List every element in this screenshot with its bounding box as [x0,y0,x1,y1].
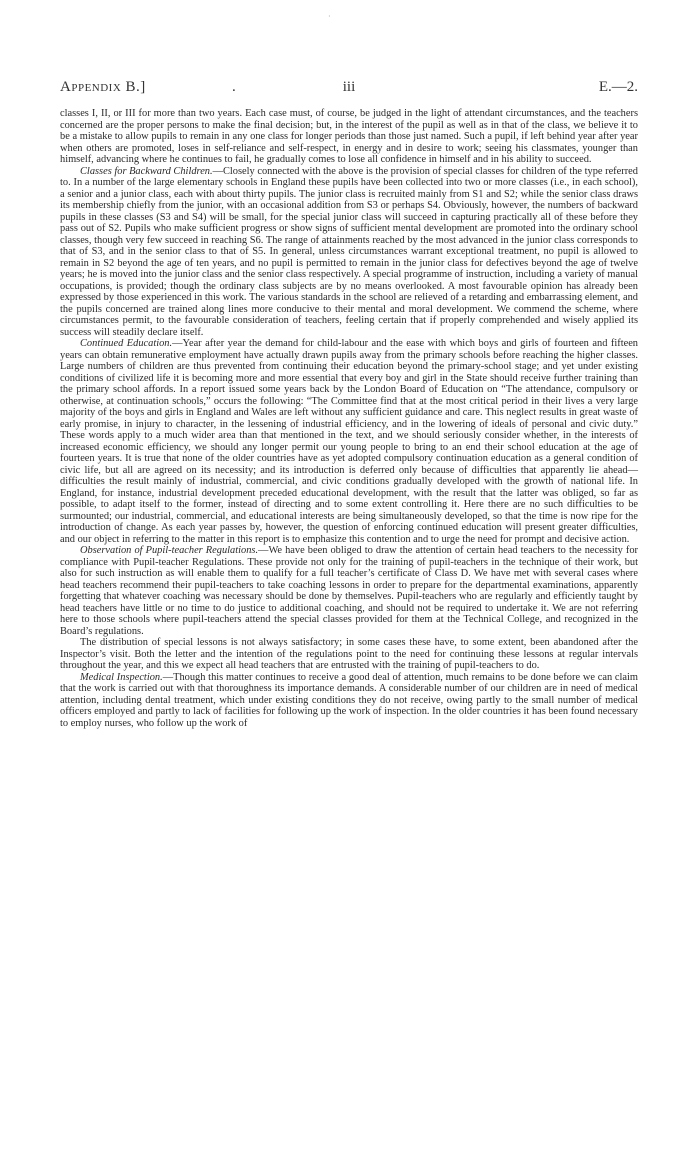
heading-backward-children: Classes for Backward Children. [80,165,213,177]
paragraph-medical-inspection-text: —Though this matter continues to receive a good deal of attention, much remains to be done before we can claim that the work is carried out with that thoroughness its importance demands. A considerable number of our children are in need of medical attention, including dental treatment, which under existing conditions they do not receive, owing partly to the small number of medical officers employed and partly to lack of facilities for following up the work of inspection. In the older countries it has been found necessary to employ nurses, who follow up the work of [60,671,638,729]
paragraph-special-lessons-text: The distribution of special lessons is not always satisfactory; in some cases these have, to some extent, been abandoned after the Inspector’s visit. Both the letter and the intention of the regulations point to the need for continuing these lessons at regular intervals throughout the year, and this we expect all head teachers that are entrusted with the training of pupil-teachers to do. [60,637,638,671]
page-header [60,79,638,97]
paragraph-special-lessons [60,637,638,672]
paragraph-medical-inspection [60,672,638,730]
paragraph-1-text: classes I, II, or III for more than two years. Each case must, of course, be judged in the light of attendant circumstances, and the teachers concerned are the proper persons to make the final decision; but, in the interest of the pupil as well as in that of the class, we believe it to be a mistake to allow pupils to remain in any one class for longer periods than those just named. Such a pupil, if left behind year after year when others are promoted, loses in self-reliance and self-respect, in energy and in desire to work; seeing his classmates, younger than himself, advancing where he continues to fail, he gradually comes to lose all confidence in himself and in his ability to succeed. [60,108,638,165]
paragraph-pupil-teacher [60,545,638,637]
heading-pupil-teacher: Observation of Pupil-teacher Regulations. [80,545,259,556]
heading-continued-education: Continued Education. [80,338,173,349]
appendix-label: Appendix B.] [60,79,146,95]
body-text [60,108,638,729]
paragraph-1 [60,108,638,166]
document-code: E.—2. [598,79,638,95]
heading-medical-inspection: Medical Inspection. [80,671,163,683]
paragraph-backward-children [60,166,638,339]
page-number: iii [342,79,356,95]
paragraph-backward-children-text: —Closely connected with the above is the provision of special classes for children of the type referred to. In a number of the large elementary schools in England these pupils have been collected into two or more classes (i.e., in each school), a senior and a junior class, each with about thirty pupils. The junior class is recruited mainly from S1 and S2; while the senior class draws its membership chiefly from the junior, with an occasional addition from S3 or perhaps S4. Obviously, however, the numbers of backward pupils in these classes (S3 and S4) will be small, for the special junior class will succeed in capturing practically all of these before they pass out of S2. Pupils who make sufficient progress or show signs of sufficient mental development are promoted into the ordinary school classes, though very few succeed in reaching S6. The range of attainments reached by the most advanced in the junior class corresponds to that of S3, and in the senior class to that of S5. In general, unless circumstances warrant exceptional treatment, no pupil is allowed to remain in S2 beyond the age of ten years, and no pupil is permitted to remain in the junior class for defectives beyond the age of twelve years; he is moved into the junior class and the senior class respectively. A special programme of instruction, including a variety of manual occupations, is provided; though the ordinary class subjects are by no means overlooked. A most favourable opinion has already been expressed by those experienced in this work. The various standards in the school are relieved of a retarding and embarrassing element, and the pupils concerned are trained along lines more conducive to their mental and moral development. We commend the scheme, where circumstances permit, to the favourable consideration of teachers, feeling certain that if properly comprehended and wisely applied its success will steadily declare itself. [60,165,638,338]
paragraph-continued-education-text: —Year after year the demand for child-labour and the ease with which boys and girls of fourteen and fifteen years can obtain remunerative employment have actually drawn pupils away from the primary schools before reaching the higher classes. Large numbers of children are thus prevented from continuing their education beyond the primary-school stage; and yet under existing conditions of civilized life it is becoming more and more essential that every boy and girl in the State should receive further training than the primary school affords. In a report issued some years back by the London Board of Education on “The attendance, compulsory or otherwise, at continuation schools,” occurs the following: “The Committee find that at the most critical period in their lives a very large majority of the boys and girls in England and Wales are left without any sufficient guidance and care. This neglect results in great waste of early promise, in injury to character, in the lessening of industrial efficiency, and in the lowering of ideals of personal and civic duty.” These words apply to a much wider area than that mentioned in the text, and we should seriously consider whether, in the interests of increased economic efficiency, we should any longer permit our young people to bring to an end their school education at the age of fourteen years. It is true that none of the older countries have as yet adopted compulsory continuation education as a general condition of civic life, but all are agreed on its necessity; and its introduction is deferred only because of difficulties that apparently lie ahead—difficulties the result mainly of industrial, commercial, and civic conditions gradually developed with the growth of national life. In England, for instance, industrial development preceded educational development, with the result that the latter was obliged, so far as possible, to adapt itself to the former, instead of directing and to some extent controlling it. Here there are no such difficulties to be surmounted; our industrial, commercial, and educational interests are being simultaneously developed, so that the time is now ripe for the introduction of change. As each year passes by, however, the question of enforcing continued education will present greater difficulties, and our object in referring to the matter in this report is to emphasize this contention and to urge the need for prompt and decisive action. [60,338,638,545]
top-mark: · [328,12,331,21]
paragraph-continued-education [60,338,638,545]
header-dot: . [232,79,236,95]
paragraph-pupil-teacher-text: —We have been obliged to draw the attention of certain head teachers to the necessity for compliance with Pupil-teacher Regulations. These provide not only for the training of pupil-teachers in the technique of their work, but also for such instruction as will enable them to qualify for a full teacher’s certificate of Class D. We have met with several cases where head teachers recommend their pupil-teachers to take coaching lessons in order to prepare for the departmental examinations, apparently forgetting that whatever coaching was necessary should be done by themselves. Pupil-teachers who are regularly and efficiently taught by head teachers have little or no time to do justice to additional coaching, and should not be required to undertake it. We are not referring here to those schools where pupil-teachers attend the special classes provided for them at the Technical College, and recognized in the Board’s regulations. [60,545,638,637]
